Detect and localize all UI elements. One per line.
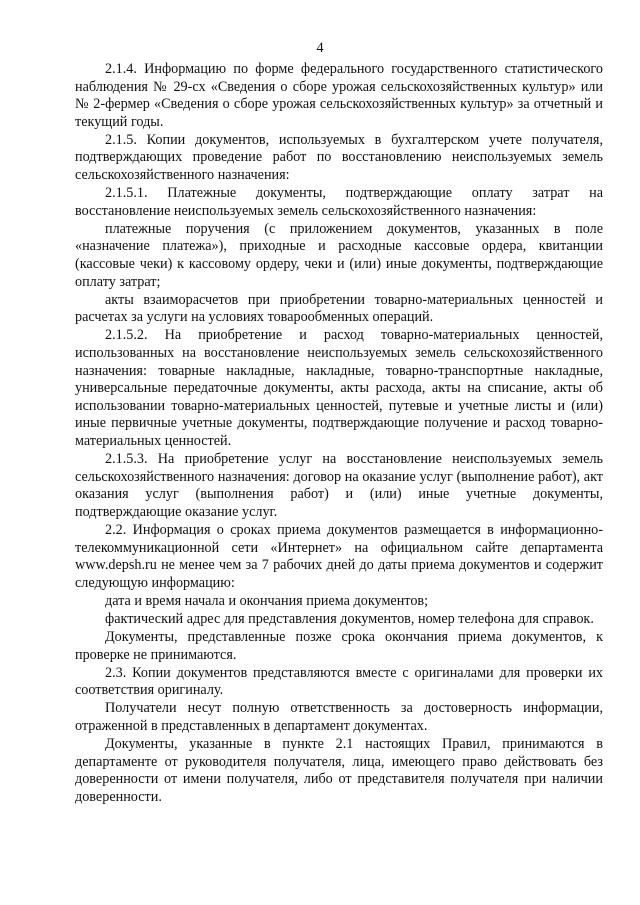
document-body (75, 61, 603, 807)
paragraph-2-1-5-3: 2.1.5.3. На приобретение услуг на восстановление неиспользуемых земель сельскохозяйственного назначения: договор на оказание услуг (выполнение работ), акт оказания услуг (выполнения работ) и (или) иные учетные документы, подтверждающие оказание услуг. (75, 451, 603, 520)
paragraph-address-phone: фактический адрес для представления документов, номер телефона для справок. (105, 610, 594, 627)
paragraph-late-documents: Документы, представленные позже срока окончания приема документов, к проверке не принимаются. (75, 629, 603, 663)
paragraph-date-time: дата и время начала и окончания приема документов; (105, 592, 429, 609)
paragraph-2-1-4: 2.1.4. Информацию по форме федерального государственного статистического наблюдения № 29-сх «Сведения о сборе урожая сельскохозяйственных культур» или № 2-фермер «Сведения о сборе урожая сельскохозяйственных культур» за отчетный и текущий годы. (75, 61, 603, 130)
paragraph-2-3: 2.3. Копии документов представляются вместе с оригиналами для проверки их соответствия оригиналу. (75, 664, 603, 699)
paragraph-2-1-5-2: 2.1.5.2. На приобретение и расход товарно-материальных ценностей, использованных на восстановление неиспользуемых земель сельскохозяйственного назначения: товарные накладные, накладные, товарно-транспортные накладные, универсальные передаточные документы, акты расхода, акты на списание, акты об использовании товарно-материальных ценностей, путевые и учетные листы и (или) иные первичные учетные документы, подтверждающие получение и расход товарно-материальных ценностей. (75, 327, 603, 449)
paragraph-2-1-5-1: 2.1.5.1. Платежные документы, подтверждающие оплату затрат на восстановление неиспользуемых земель сельскохозяйственного назначения: (75, 185, 603, 219)
paragraph-responsibility: Получатели несут полную ответственность за достоверность информации, отраженной в представленных в департамент документах. (75, 700, 603, 734)
paragraph-2-1-5: 2.1.5. Копии документов, используемых в бухгалтерском учете получателя, подтверждающих проведение работ по восстановлению неиспользуемых земель сельскохозяйственного назначения: (75, 131, 603, 184)
page-number: 4 (316, 40, 324, 56)
paragraph-acceptance: Документы, указанные в пункте 2.1 настоящих Правил, принимаются в департаменте от руководителя получателя, лица, имеющего право действовать без доверенности от имени получателя, либо от представителя получателя при наличии доверенности. (75, 736, 603, 805)
paragraph-2-2: 2.2. Информация о сроках приема документов размещается в информационно-телекоммуникационной сети «Интернет» на официальном сайте департамента www.depsh.ru не менее чем за 7 рабочих дней до даты приема документов и содержит следующую информацию: (75, 521, 603, 591)
paragraph-payment-orders: платежные поручения (с приложением документов, указанных в поле «назначение платежа»), приходные и расходные кассовые ордера, квитанции (кассовые чеки) к кассовому ордеру, чеки и (или) иные документы, подтверждающие оплату затрат; (75, 220, 603, 290)
paragraph-settlement-acts: акты взаиморасчетов при приобретении товарно-материальных ценностей и расчетах за услуги на условиях товарообменных операций. (75, 291, 603, 326)
